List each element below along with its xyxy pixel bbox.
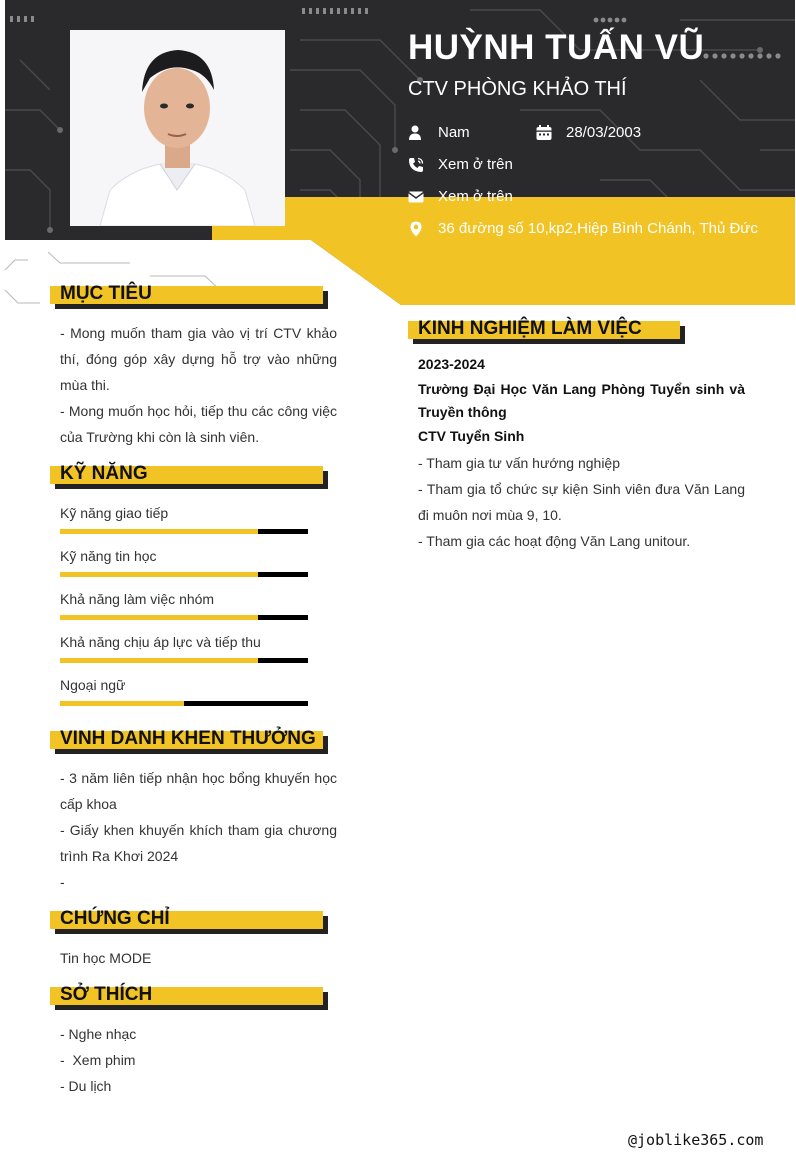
- gender-value: Nam: [438, 124, 470, 141]
- award-line: - Giấy khen khuyến khích tham gia chương trình Ra Khơi 2024: [60, 822, 337, 864]
- experience-role: CTV Tuyển Sinh: [418, 428, 525, 444]
- objective-heading: MỤC TIÊU: [50, 283, 330, 311]
- phone-row: [408, 156, 513, 173]
- phone-icon: [408, 157, 424, 173]
- skill-label: Kỹ năng tin học: [60, 548, 157, 564]
- phone-value: Xem ở trên: [438, 156, 513, 173]
- certificates-heading: CHỨNG CHỈ: [50, 908, 330, 936]
- watermark: @joblike365.com: [628, 1131, 764, 1149]
- experience-line: - Tham gia tổ chức sự kiện Sinh viên đưa Văn Lang đi muôn nơi mùa 9, 10.: [418, 481, 745, 523]
- person-icon: [408, 125, 424, 141]
- calendar-icon: [536, 125, 552, 141]
- address-value: 36 đường số 10,kp2,Hiệp Bình Chánh, Thủ Đức: [438, 220, 758, 237]
- hobby-line: - Xem phim: [60, 1052, 136, 1068]
- hobby-line: - Du lịch: [60, 1078, 112, 1094]
- award-line: -: [60, 874, 65, 890]
- skill-bar: [60, 615, 308, 620]
- skill-bar: [60, 701, 308, 706]
- skill-bar: [60, 529, 308, 534]
- candidate-name: HUỲNH TUẤN VŨ: [408, 28, 705, 67]
- certificate-line: Tin học MODE: [60, 950, 152, 966]
- email-value: Xem ở trên: [438, 188, 513, 205]
- skill-label: Khả năng chịu áp lực và tiếp thu: [60, 634, 261, 650]
- profile-photo: [70, 30, 285, 226]
- envelope-icon: [408, 189, 424, 205]
- hobbies-heading: SỞ THÍCH: [50, 984, 330, 1012]
- skill-bar: [60, 658, 308, 663]
- experience-organization: Trường Đại Học Văn Lang Phòng Tuyển sinh và Truyền thông: [418, 381, 745, 420]
- skill-bar: [60, 572, 308, 577]
- objective-line: - Mong muốn học hỏi, tiếp thu các công việc của Trường khi còn là sinh viên.: [60, 403, 337, 445]
- birthdate-value: 28/03/2003: [566, 124, 642, 141]
- experience-period: 2023-2024: [418, 356, 485, 372]
- skill-label: Kỹ năng giao tiếp: [60, 505, 169, 521]
- skill-label: Ngoại ngữ: [60, 677, 126, 693]
- experience-line: - Tham gia các hoạt động Văn Lang unitour.: [418, 533, 691, 549]
- experience-heading: KINH NGHIỆM LÀM VIỆC: [408, 318, 688, 346]
- skill-label: Khả năng làm việc nhóm: [60, 591, 215, 607]
- objective-line: - Mong muốn tham gia vào vị trí CTV khảo thí, đóng góp xây dựng hỗ trợ vào những mùa thi.: [60, 325, 337, 393]
- experience-line: - Tham gia tư vấn hướng nghiệp: [418, 455, 621, 471]
- candidate-position: CTV PHÒNG KHẢO THÍ: [408, 78, 627, 100]
- award-line: - 3 năm liên tiếp nhận học bổng khuyến học cấp khoa: [60, 770, 337, 812]
- hobby-line: - Nghe nhạc: [60, 1026, 137, 1042]
- gender-row: [408, 124, 470, 141]
- address-row: [408, 220, 758, 237]
- birthdate-row: [536, 124, 641, 141]
- email-row: [408, 188, 513, 205]
- location-pin-icon: [408, 221, 424, 237]
- awards-heading: VINH DANH KHEN THƯỞNG: [50, 728, 330, 756]
- skills-heading: KỸ NĂNG: [50, 463, 330, 491]
